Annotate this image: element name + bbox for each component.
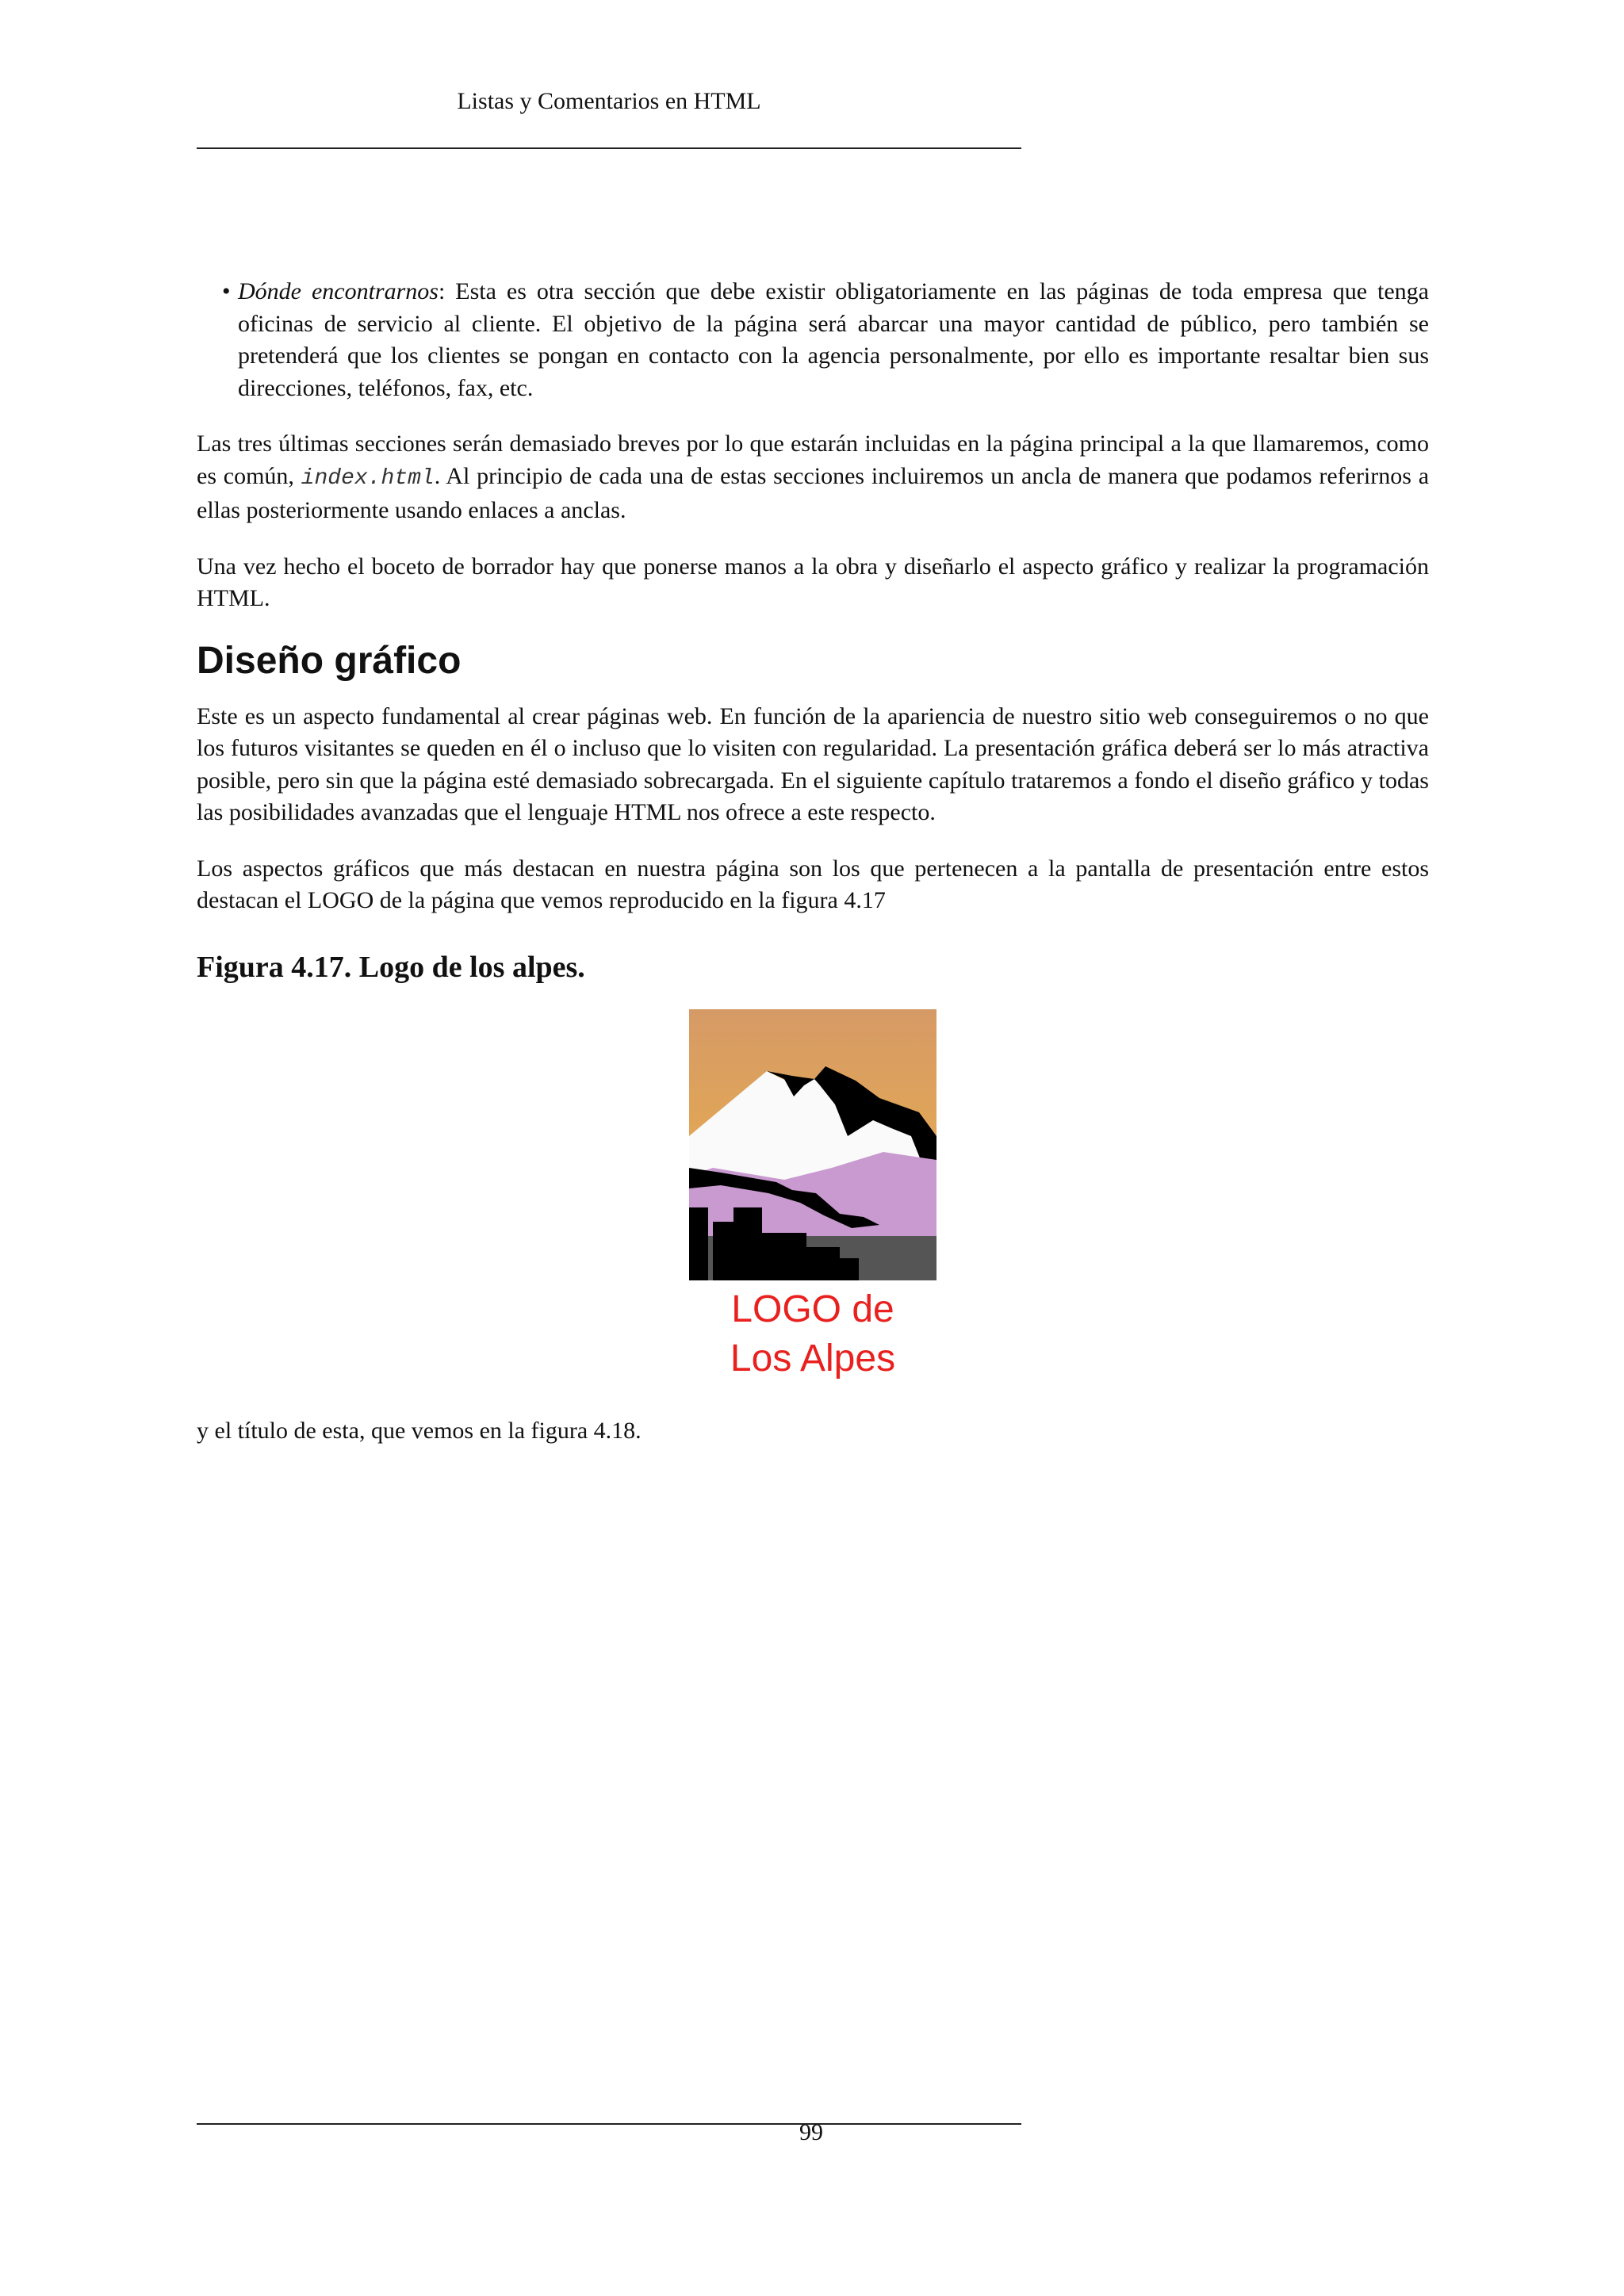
header-rule: [197, 147, 1021, 149]
paragraph-title-ref: y el título de esta, que vemos en la figura 4.18.: [197, 1417, 642, 1444]
paragraph-sections-after: . Al principio de cada una de estas secciones incluiremos un ancla de manera que podamos referirnos a ellas posteriormente usando enlaces a anclas.: [197, 462, 1430, 523]
building-shape: [762, 1233, 806, 1280]
paragraph-draft: Una vez hecho el boceto de borrador hay que ponerse manos a la obra y diseñarlo el aspecto gráfico y realizar la programación HTML.: [197, 553, 1429, 611]
building-shape: [840, 1258, 859, 1280]
building-shape: [806, 1247, 840, 1280]
logo-text-line2: Los Alpes: [730, 1337, 896, 1380]
building-shape: [733, 1207, 762, 1280]
bullet-icon: •: [222, 278, 231, 304]
figure-title: Figura 4.17. Logo de los alpes.: [197, 950, 585, 984]
bullet-term: Dónde encontrarnos: [238, 278, 439, 304]
page-header: Listas y Comentarios en HTML: [457, 88, 761, 114]
paragraph-aspects: Los aspectos gráficos que más destacan en nuestra página son los que pertenecen a la pantalla de presentación entre estos destacan el LOGO de la página que vemos reproducido en la figura 4.17: [197, 855, 1429, 913]
building-shape: [713, 1222, 733, 1280]
page-content: [197, 276, 1429, 1471]
logo-text-line1: LOGO de: [731, 1288, 894, 1330]
paragraph-sections-before: Las tres últimas secciones serán demasiado breves por lo que estarán incluidas en la página principal a la que llamaremos, como es común,: [197, 430, 1429, 489]
building-shape: [689, 1207, 708, 1280]
code-filename: index.html: [301, 465, 435, 491]
section-title: Diseño gráfico: [197, 639, 462, 682]
bullet-item: [197, 276, 1429, 404]
page-number: 99: [799, 2119, 823, 2145]
paragraph-sections: [197, 428, 1429, 527]
alps-logo-image: [689, 1009, 936, 1380]
bullet-text: : Esta es otra sección que debe existir obligatoriamente en las páginas de toda empresa que tenga oficinas de servicio al cliente. El objetivo de la página será abarcar una mayor cantidad de público, pero también se pretenderá que los clientes se pongan en contacto con la agencia personalmente, por ello es importante resaltar bien sus direcciones, teléfonos, fax, etc.: [238, 278, 1429, 401]
paragraph-design: Este es un aspecto fundamental al crear páginas web. En función de la apariencia de nuestro sitio web conseguiremos o no que los futuros visitantes se queden en él o incluso que lo visiten con regularidad. La presentación gráfica deberá ser lo más atractiva posible, pero sin que la página esté demasiado sobrecargada. En el siguiente capítulo trataremos a fondo el diseño gráfico y todas las posibilidades avanzadas que el lenguaje HTML nos ofrece a este respecto.: [197, 702, 1429, 825]
figure-container: [197, 1009, 1429, 1380]
